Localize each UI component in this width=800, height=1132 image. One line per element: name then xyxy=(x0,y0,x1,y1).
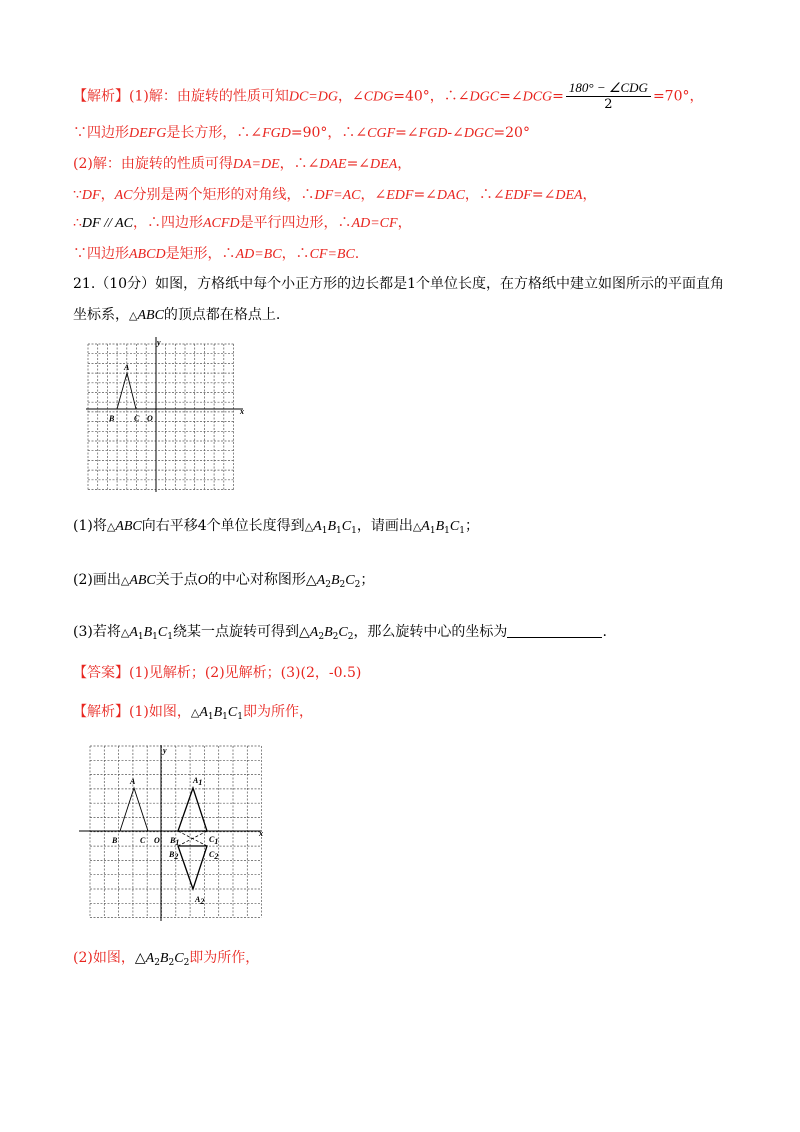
figure1-coordinate-grid xyxy=(86,337,248,492)
analysis21-part1: 【解析】(1)如图，$\triangle A_1B_1C_1$即为所作， xyxy=(73,704,313,722)
y-axis-label: y xyxy=(157,338,161,347)
analysis20-line5: ∴DF // AC，∴四边形ACFD是平行四边形，∴AD=CF， xyxy=(73,215,412,231)
analysis21-part2: (2)如图，$\triangle A_2B_2C_2$即为所作， xyxy=(73,950,260,968)
answer-tag: 【答案】 xyxy=(73,665,129,681)
point-c2-label: C2 xyxy=(209,850,219,861)
point-b-label: B xyxy=(112,836,118,845)
analysis20-line2: ∵四边形DEFG是长方形，∴∠FGD=90°，∴∠CGF=∠FGD-∠DGC=20° xyxy=(73,125,530,141)
y-axis-label: y xyxy=(163,746,167,755)
question21-line1: 21.（10分）如图，方格纸中每个小正方形的边长都是1个单位长度，在方格纸中建立如图所示的平面直角 xyxy=(73,276,724,292)
point-b2-label: B2 xyxy=(169,850,179,861)
point-a-label: A xyxy=(130,777,136,786)
point-b1-label: B1 xyxy=(170,836,180,847)
point-a1-label: A1 xyxy=(193,776,203,787)
triangle-abc xyxy=(120,788,148,831)
triangle-a1b1c1 xyxy=(178,788,207,831)
analysis-tag: 【解析】 xyxy=(73,88,129,105)
question21-part1: (1)将△ABC向右平移4个单位长度得到$\triangle A_1B_1C_1$，请画出$\triangle A_1B_1C_1$； xyxy=(73,518,479,536)
figure2-coordinate-grid xyxy=(79,745,267,921)
question21-part2: (2)画出△ABC关于点O的中心对称图形$\triangle A_2B_2C_2$； xyxy=(73,572,375,590)
point-a2-label: A2 xyxy=(195,895,205,906)
answer-blank xyxy=(507,623,602,638)
analysis20-line4: ∵DF，AC分别是两个矩形的对角线，∴DF=AC，∠EDF=∠DAC，∴∠EDF=∠DEA， xyxy=(73,187,597,203)
point-b-label: B xyxy=(109,414,115,423)
answer-line: 【答案】(1)见解析；(2)见解析；(3)(2，-0.5) xyxy=(73,665,362,681)
analysis20-line3: (2)解：由旋转的性质可得DA=DE，∴∠DAE=∠DEA， xyxy=(73,156,412,172)
origin-label: O xyxy=(147,414,153,423)
x-axis-label: x xyxy=(259,829,263,838)
point-c1-label: C1 xyxy=(209,835,219,846)
origin-label: O xyxy=(154,836,160,845)
fraction: $\frac{\text{180° − ∠CDG}}{2}$ xyxy=(566,80,651,113)
analysis20-line1: 【解析】(1)解：由旋转的性质可知DC=DG，∠CDG=40°，∴∠DGC=∠DCG= $\frac{\text{180° − ∠CDG}}{2}$ =70°， xyxy=(73,80,704,112)
triangle-a2b2c2 xyxy=(178,846,207,889)
analysis20-line6: ∵四边形ABCD是矩形，∴AD=BC，∴CF=BC. xyxy=(73,246,360,262)
question21-part3: (3)若将$\triangle A_1B_1C_1$绕某一点旋转可得到$\triangle A_2B_2C_2$，那么旋转中心的坐标为 . xyxy=(73,624,607,642)
point-a-label: A xyxy=(124,363,130,372)
x-axis-label: x xyxy=(240,407,244,416)
question21-line2: 坐标系，△ABC的顶点都在格点上. xyxy=(73,307,281,323)
point-c-label: C xyxy=(134,414,140,423)
point-c-label: C xyxy=(140,836,146,845)
